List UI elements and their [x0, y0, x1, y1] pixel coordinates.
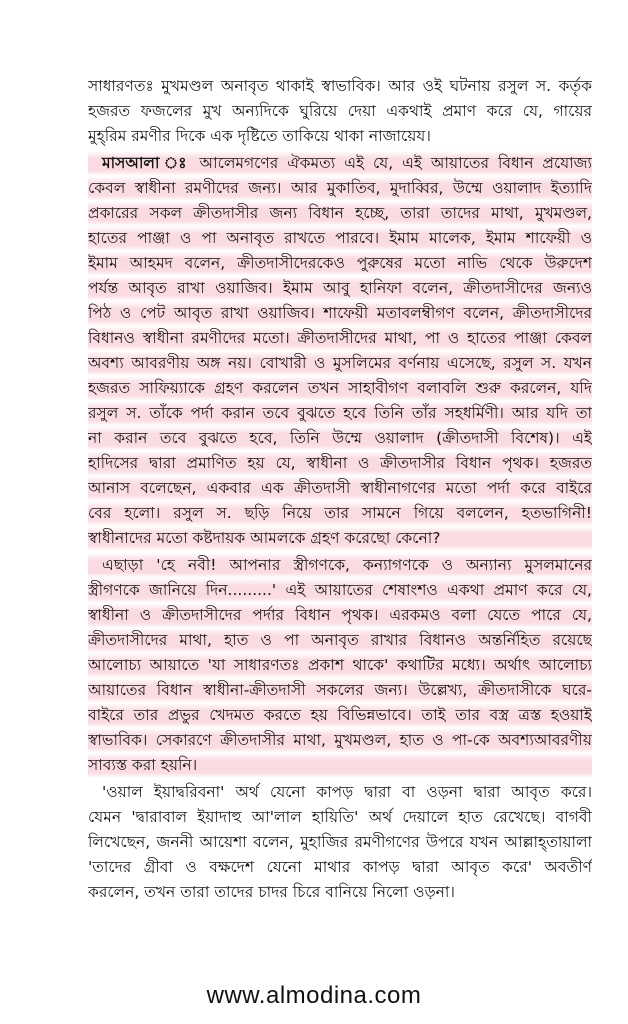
text-line: করলেন, তখন তারা তাদের চাদর চিরে বানিয়ে নিলো ওড়না। — [88, 883, 455, 901]
text-line: স্ত্রীগণকে জানিয়ে দিন.........' এই আয়াতের শেষাংশও একথা প্রমাণ করে যে, — [88, 578, 592, 603]
text-line: স্বাধীনাদের মতো কষ্টদায়ক আমলকে গ্রহণ করেছো কেনো? — [88, 526, 592, 551]
text-line: প্রকারের সকল ক্রীতদাসীর জন্য বিধান হচ্ছে, তারা তাদের মাথা, মুখমণ্ডল, — [88, 201, 592, 226]
text-line: 'তাদের গ্রীবা ও বক্ষদেশ যেনো মাথার কাপড় দ্বারা আবৃত করে' অবতীর্ণ — [88, 858, 592, 876]
text-line: সাধারণতঃ মুখমণ্ডল অনাবৃত থাকাই স্বাভাবিক। আর ওই ঘটনায় রসুল স. কর্তৃক — [88, 77, 592, 95]
text-line: আলোচ্য আয়াতে 'যা সাধারণতঃ প্রকাশ থাকে' কথাটির মধ্যে। অর্থাৎ আলোচ্য — [88, 653, 592, 678]
text-line: কেবল স্বাধীনা রমণীদের জন্য। আর মুকাতিব, মুদাব্বির, উম্মে ওয়ালাদ ইত্যাদি — [88, 176, 592, 201]
website-url[interactable]: www.almodina.com — [206, 982, 422, 1009]
text-line: না করান তবে বুঝতে হবে, তিনি উম্মে ওয়ালাদ (ক্রীতদাসী বিশেষ)। এই — [88, 426, 592, 451]
text-line: মুহ্‌রিম রমণীর দিকে এক দৃষ্টিতে তাকিয়ে থাকা নাজায়েয। — [88, 127, 431, 145]
text-line: 'ওয়াল ইয়াদ্বরিবনা' অর্থ যেনো কাপড় দ্বারা বা ওড়না দ্বারা আবৃত করে। — [102, 783, 592, 801]
text-line: বিধানও স্বাধীনা রমণীদের মতো। ক্রীতদাসীদের মাথা, পা ও হাতের পাঞ্জা কেবল — [88, 326, 592, 351]
text-line: রসুল স. তাঁকে পর্দা করান তবে বুঝতে হবে তিনি তাঁর সহধর্মিণী। আর যদি তা — [88, 401, 592, 426]
text-line: হজরত সাফিয়্যাকে গ্রহণ করলেন তখন সাহাবীগণ বলাবলি শুরু করলেন, যদি — [88, 376, 592, 401]
text-line: ইমাম আহমদ বলেন, ক্রীতদাসীদেরকেও পুরুষের মতো নাভি থেকে উরুদেশ — [88, 251, 592, 276]
text-line: এছাড়া 'হে নবী! আপনার স্ত্রীগণকে, কন্যাগণকে ও অন্যান্য মুসলমানের — [88, 553, 592, 578]
text-line: যেমন 'দ্বারাবাল ইয়াদাহু আ'লাল হায়িতি' অর্থ দেয়ালে হাত রেখেছে। বাগবী — [88, 808, 592, 826]
text-line: স্বাধীনা ও ক্রীতদাসীদের পর্দার বিধান পৃথক। এরকমও বলা যেতে পারে যে, — [88, 603, 592, 628]
text-line: আয়াতের বিধান স্বাধীনা-ক্রীতদাসী সকলের জন্য। উল্লেখ্য, ক্রীতদাসীকে ঘরে- — [88, 678, 592, 703]
text-line: হজরত ফজলের মুখ অন্যদিকে ঘুরিয়ে দেয়া একথাই প্রমাণ করে যে, গায়ের — [88, 102, 592, 120]
text-line: অবশ্য আবরণীয় অঙ্গ নয়। বোখারী ও মুসলিমের বর্ণনায় এসেছে, রসুল স. যখন — [88, 351, 592, 376]
masala-first-text: আলেমগণের ঐকমত্য এই যে, এই আয়াতের বিধান প্রযোজ্য — [199, 154, 592, 172]
text-line: পর্যন্ত আবৃত রাখা ওয়াজিব। ইমাম আবু হানিফা বলেন, ক্রীতদাসীদের জন্যও — [88, 276, 592, 301]
masala-first-line — [88, 151, 592, 176]
text-line: হাতের পাঞ্জা ও পা অনাবৃত রাখতে পারবে। ইমাম মালেক, ইমাম শাফেয়ী ও — [88, 226, 592, 251]
masala-label: মাসআলা ঃ — [102, 154, 191, 172]
text-line: বাইরে তার প্রভুর খেদমত করতে হয় বিভিন্নভাবে। তাই তার বস্ত্র ত্রস্ত হওয়াই — [88, 703, 592, 728]
text-line: সাব্যস্ত করা হয়নি। — [88, 753, 592, 778]
text-line: স্বাভাবিক। সেকারণে ক্রীতদাসীর মাথা, মুখমণ্ডল, হাত ও পা-কে অবশ্যআবরণীয় — [88, 728, 592, 753]
text-line: বের হলো। রসুল স. ছড়ি নিয়ে তার সামনে গিয়ে বললেন, হতভাগিনী! — [88, 501, 592, 526]
text-line: পিঠ ও পেট আবৃত রাখা ওয়াজিব। শাফেয়ী মতাবলম্বীগণ বলেন, ক্রীতদাসীদের — [88, 301, 592, 326]
text-line: লিখেছেন, জননী আয়েশা বলেন, মুহাজির রমণীগণের উপরে যখন আল্লাহ্‌তায়ালা — [88, 833, 592, 851]
text-line: ক্রীতদাসীদের মাথা, হাত ও পা অনাবৃত রাখার বিধানও অন্তর্নিহিত রয়েছে — [88, 628, 592, 653]
text-line: হাদিসের দ্বারা প্রমাণিত হয় যে, স্বাধীনা ও ক্রীতদাসীর বিধান পৃথক। হজরত — [88, 451, 592, 476]
text-line: আনাস বলেছেন, একবার এক ক্রীতদাসী স্বাধীনাগণের মতো পর্দা করে বাইরে — [88, 476, 592, 501]
